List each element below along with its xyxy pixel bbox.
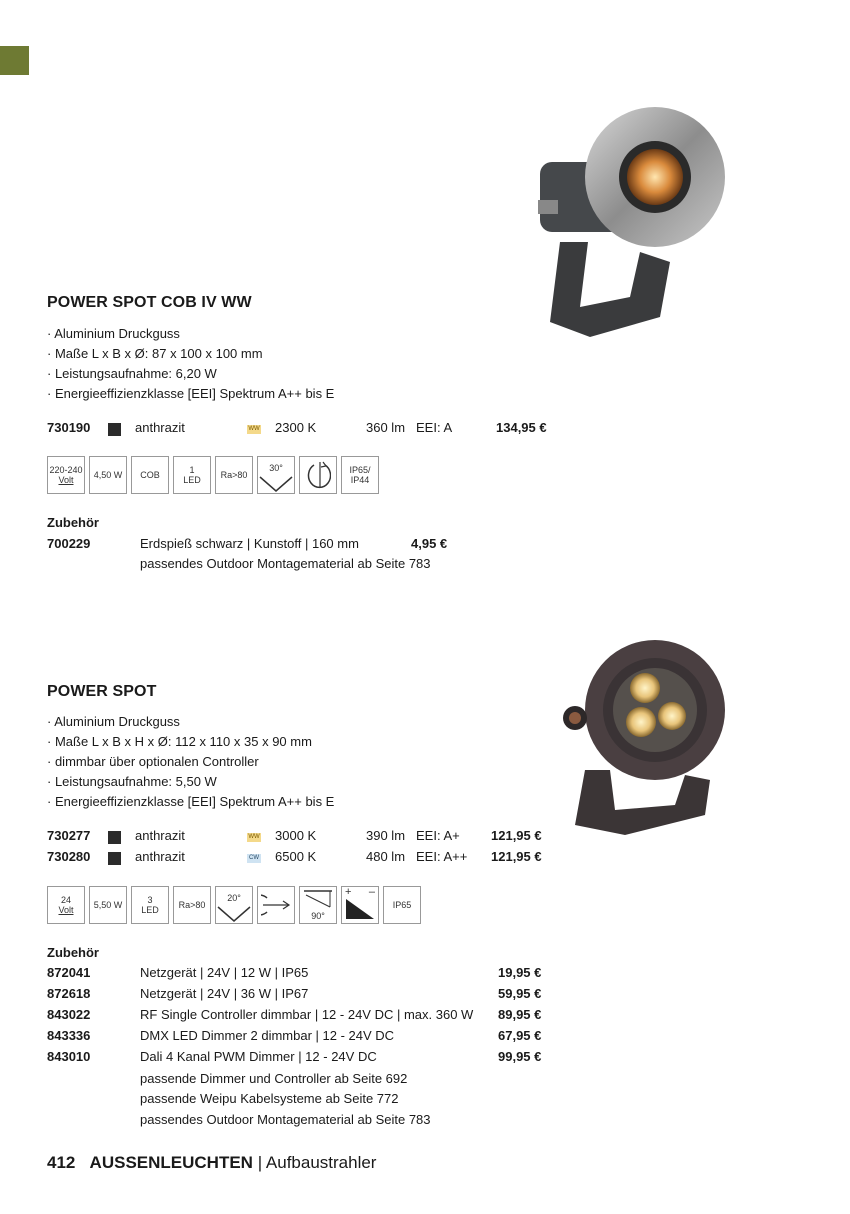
tilt-icon: 90° xyxy=(299,886,337,924)
product-image-power-spot-cob xyxy=(530,92,735,342)
rotation-icon xyxy=(299,456,337,494)
article-number: 843010 xyxy=(47,1049,91,1064)
variant-row xyxy=(47,828,567,848)
accessories-heading-2: Zubehör xyxy=(47,945,99,960)
note: passende Weipu Kabelsysteme ab Seite 772 xyxy=(140,1091,399,1106)
lumen: 480 lm xyxy=(366,849,406,864)
accessory-row xyxy=(47,1007,547,1027)
led-count-icon: 1 LED xyxy=(173,456,211,494)
article-number: 872618 xyxy=(47,986,91,1001)
feature-item: · Maße L x B x Ø: 87 x 100 x 100 mm xyxy=(47,344,334,364)
product-title-2: POWER SPOT xyxy=(47,683,157,700)
note: passendes Outdoor Montagematerial ab Seite 783 xyxy=(140,1112,431,1127)
feature-item: · Energieeffizienzklasse [EEI] Spektrum A++ bis E xyxy=(47,384,334,404)
subsection-name: Aufbaustrahler xyxy=(265,1153,377,1172)
color-swatch xyxy=(108,852,121,865)
price: 121,95 € xyxy=(491,828,542,843)
led-count-icon: 3 LED xyxy=(131,886,169,924)
eei: EEI: A+ xyxy=(416,828,460,843)
feature-item: · dimmbar über optionalen Controller xyxy=(47,752,334,772)
accessory-row xyxy=(47,1028,547,1048)
beam-angle-icon: 20° xyxy=(215,886,253,924)
product-image-power-spot xyxy=(555,630,730,840)
feature-item: · Maße L x B x H x Ø: 112 x 110 x 35 x 90 mm xyxy=(47,732,334,752)
voltage-icon: 220-240 Volt xyxy=(47,456,85,494)
power-icon: 4,50 W xyxy=(89,456,127,494)
accessory-row xyxy=(47,986,547,1006)
lumen: 360 lm xyxy=(366,420,406,435)
rotation-icon xyxy=(257,886,295,924)
beam-angle-icon: 30° xyxy=(257,456,295,494)
note: passende Dimmer und Controller ab Seite 692 xyxy=(140,1071,408,1086)
price: 89,95 € xyxy=(498,1007,542,1022)
price: 19,95 € xyxy=(498,965,542,980)
accessory-desc: RF Single Controller dimmbar | 12 - 24V DC | max. 360 W xyxy=(140,1007,474,1022)
color-swatch xyxy=(108,423,121,436)
feature-list-2 xyxy=(47,712,334,812)
lumen: 390 lm xyxy=(366,828,406,843)
feature-item: · Energieeffizienzklasse [EEI] Spektrum A++ bis E xyxy=(47,792,334,812)
feature-item: · Leistungsaufnahme: 5,50 W xyxy=(47,772,334,792)
variant-row xyxy=(47,849,567,869)
price: 99,95 € xyxy=(498,1049,542,1064)
color-temp-tag: CW xyxy=(249,855,259,861)
color-name: anthrazit xyxy=(135,828,185,843)
feature-item: · Leistungsaufnahme: 6,20 W xyxy=(47,364,334,384)
cri-icon: Ra>80 xyxy=(215,456,253,494)
kelvin: 2300 K xyxy=(275,420,317,435)
kelvin: 6500 K xyxy=(275,849,317,864)
feature-item: · Aluminium Druckguss xyxy=(47,324,334,344)
accessory-desc: Erdspieß schwarz | Kunstoff | 160 mm xyxy=(140,536,359,551)
accessory-row xyxy=(47,965,547,985)
article-number: 730190 xyxy=(47,420,91,435)
accessory-desc: Netzgerät | 24V | 36 W | IP67 xyxy=(140,986,309,1001)
color-swatch xyxy=(108,831,121,844)
article-number: 700229 xyxy=(47,536,91,551)
footer-separator: | xyxy=(257,1153,263,1172)
color-temp-tag: WW xyxy=(248,834,260,840)
page-number: 412 xyxy=(47,1153,76,1172)
note: passendes Outdoor Montagematerial ab Seite 783 xyxy=(140,556,431,571)
accessory-desc: DMX LED Dimmer 2 dimmbar | 12 - 24V DC xyxy=(140,1028,395,1043)
accessories-heading-1: Zubehör xyxy=(47,515,99,530)
accessory-row xyxy=(47,536,547,556)
price: 59,95 € xyxy=(498,986,542,1001)
feature-list-1 xyxy=(47,324,334,404)
article-number: 843022 xyxy=(47,1007,91,1022)
section-color-tab xyxy=(0,46,29,75)
color-name: anthrazit xyxy=(135,849,185,864)
color-name: anthrazit xyxy=(135,420,185,435)
price: 121,95 € xyxy=(491,849,542,864)
cob-icon: COB xyxy=(131,456,169,494)
voltage-icon: 24 Volt xyxy=(47,886,85,924)
article-number: 843336 xyxy=(47,1028,91,1043)
ip-rating-icon: IP65/ IP44 xyxy=(341,456,379,494)
section-name: AUSSENLEUCHTEN xyxy=(89,1153,253,1172)
article-number: 872041 xyxy=(47,965,91,980)
price: 134,95 € xyxy=(496,420,547,435)
variant-row xyxy=(47,420,567,440)
kelvin: 3000 K xyxy=(275,828,317,843)
accessory-row xyxy=(47,1049,547,1069)
eei: EEI: A xyxy=(416,420,453,435)
article-number: 730277 xyxy=(47,828,91,843)
price: 4,95 € xyxy=(411,536,448,551)
cri-icon: Ra>80 xyxy=(173,886,211,924)
price: 67,95 € xyxy=(498,1028,542,1043)
power-icon: 5,50 W xyxy=(89,886,127,924)
article-number: 730280 xyxy=(47,849,91,864)
eei: EEI: A++ xyxy=(416,849,468,864)
dimmable-icon: + – xyxy=(341,886,379,924)
ip-rating-icon: IP65 xyxy=(383,886,421,924)
color-temp-tag: WW xyxy=(248,426,260,432)
page-footer xyxy=(47,1153,376,1173)
feature-item: · Aluminium Druckguss xyxy=(47,712,334,732)
accessory-desc: Dali 4 Kanal PWM Dimmer | 12 - 24V DC xyxy=(140,1049,377,1064)
accessory-desc: Netzgerät | 24V | 12 W | IP65 xyxy=(140,965,309,980)
product-title-1: POWER SPOT COB IV WW xyxy=(47,294,252,311)
